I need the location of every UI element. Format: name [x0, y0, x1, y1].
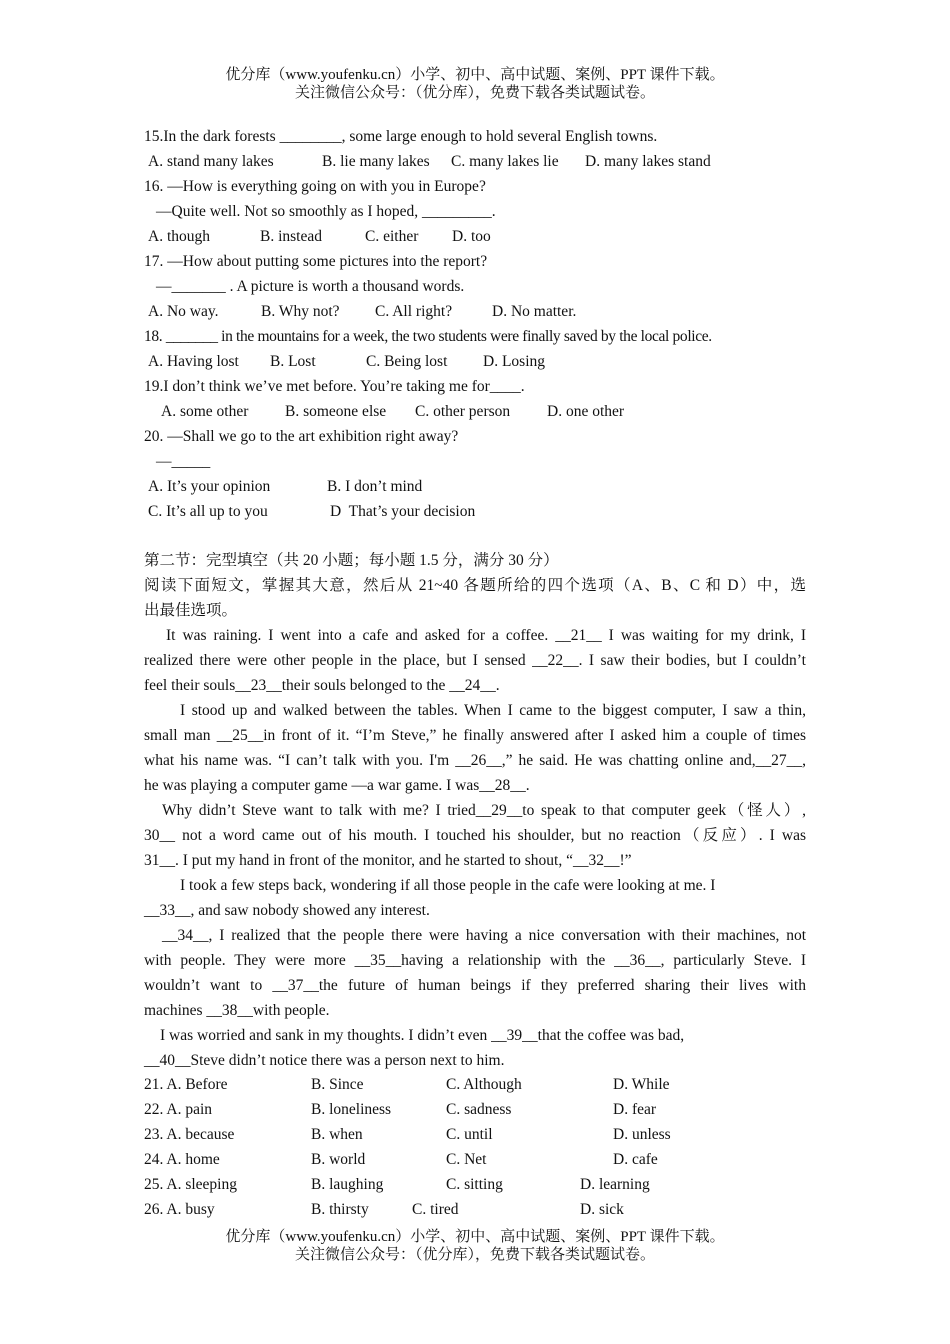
question-16-option-c: C. either	[365, 228, 419, 245]
section-2-instructions-line-2: 出最佳选项。	[144, 602, 238, 619]
answer-24-option-a: 24. A. home	[144, 1151, 220, 1168]
question-18-option-c: C. Being lost	[366, 353, 448, 370]
footer-line-2: 关注微信公众号：（优分库），免费下载各类试题试卷。	[294, 1247, 655, 1263]
answer-23-option-a: 23. A. because	[144, 1126, 235, 1143]
question-16-option-d: D. too	[452, 228, 491, 245]
question-15-stem: 15.In the dark forests ________, some large enough to hold several English towns.	[144, 128, 658, 145]
answer-22-option-b: B. loneliness	[311, 1101, 392, 1118]
page-header	[0, 66, 950, 102]
passage-line-17: I was worried and sank in my thoughts. I didn’t even __39__that the coffee was bad,	[160, 1027, 685, 1044]
passage-line-18: __40__Steve didn’t notice there was a person next to him.	[144, 1052, 505, 1069]
passage-line-1: It was raining. I went into a cafe and asked for a coffee. __21__ I was waiting for my drink, I	[166, 627, 806, 644]
answer-25-option-a: 25. A. sleeping	[144, 1176, 237, 1193]
header-line-1: 优分库（www.youfenku.cn）小学、初中、高中试题、案例、PPT 课件下载。	[225, 67, 725, 83]
passage-line-14: with people. They were more __35__having a relationship with the __36__, particularly Steve. I	[144, 952, 806, 969]
answer-23-option-b: B. when	[311, 1126, 363, 1143]
question-16-option-b: B. instead	[260, 228, 322, 245]
question-18-option-b: B. Lost	[270, 353, 316, 370]
question-15-option-c: C. many lakes lie	[451, 153, 559, 170]
answer-22-option-c: C. sadness	[446, 1101, 512, 1118]
question-17-option-b: B. Why not?	[261, 303, 340, 320]
page-footer	[0, 1228, 950, 1264]
question-20-reply: —_____	[156, 453, 211, 470]
answer-23-option-d: D. unless	[613, 1126, 671, 1143]
passage-line-2: realized there were other people in the place, but I sensed __22__. I saw their bodies, but I couldn’t	[144, 652, 806, 669]
answer-24-option-d: D. cafe	[613, 1151, 658, 1168]
answer-24-option-c: C. Net	[446, 1151, 487, 1168]
question-15-option-d: D. many lakes stand	[585, 153, 711, 170]
answer-23-option-c: C. until	[446, 1126, 493, 1143]
question-17-option-a: A. No way.	[148, 303, 219, 320]
question-20-option-b: B. I don’t mind	[327, 478, 423, 495]
answer-26-option-d: D. sick	[580, 1201, 624, 1218]
question-19-option-c: C. other person	[415, 403, 511, 420]
passage-line-15: wouldn’t want to __37__the future of human beings if they preferred sharing their lives with	[144, 977, 806, 994]
answer-21-option-d: D. While	[613, 1076, 670, 1093]
passage-line-10: 31__. I put my hand in front of the monitor, and he started to shout, “__32__!”	[144, 852, 632, 869]
answer-22-option-a: 22. A. pain	[144, 1101, 213, 1118]
passage-line-9: 30__ not a word came out of his mouth. I touched his shoulder, but no reaction（反应）. I was	[144, 827, 806, 844]
passage-line-13: __34__, I realized that the people there were having a nice conversation with their machines, not	[162, 927, 806, 944]
question-16-stem: 16. —How is everything going on with you in Europe?	[144, 178, 486, 195]
passage-line-4: I stood up and walked between the tables. When I came to the biggest computer, I saw a thin,	[180, 702, 806, 719]
passage-line-3: feel their souls__23__their souls belonged to the __24__.	[144, 677, 500, 694]
question-18-stem: 18. _______ in the mountains for a week, the two students were finally saved by the local police.	[144, 328, 712, 345]
question-15-option-b: B. lie many lakes	[322, 153, 430, 170]
question-16-reply: —Quite well. Not so smoothly as I hoped, _________.	[156, 203, 496, 220]
question-16-option-a: A. though	[148, 228, 210, 245]
question-17-reply: —_______ . A picture is worth a thousand words.	[156, 278, 465, 295]
question-17-option-c: C. All right?	[375, 303, 453, 320]
answer-22-option-d: D. fear	[613, 1101, 657, 1118]
answer-25-option-b: B. laughing	[311, 1176, 384, 1193]
header-line-2: 关注微信公众号：（优分库），免费下载各类试题试卷。	[294, 85, 655, 101]
question-15-option-a: A. stand many lakes	[148, 153, 274, 170]
question-19-stem: 19.I don’t think we’ve met before. You’re taking me for____.	[144, 378, 525, 395]
answer-21-option-b: B. Since	[311, 1076, 364, 1093]
question-20-option-d: D That’s your decision	[330, 503, 476, 520]
passage-line-7: he was playing a computer game —a war game. I was__28__.	[144, 777, 530, 794]
passage-line-6: what his name was. “I can’t talk with you. I'm __26__,” he said. He was chatting online and,__27__,	[144, 752, 806, 769]
question-20-option-a: A. It’s your opinion	[148, 478, 271, 495]
answer-21-option-a: 21. A. Before	[144, 1076, 228, 1093]
question-18-option-a: A. Having lost	[148, 353, 239, 370]
answer-26-option-a: 26. A. busy	[144, 1201, 215, 1218]
question-17-option-d: D. No matter.	[492, 303, 577, 320]
footer-line-1: 优分库（www.youfenku.cn）小学、初中、高中试题、案例、PPT 课件下载。	[225, 1229, 725, 1245]
question-17-stem: 17. —How about putting some pictures into the report?	[144, 253, 488, 270]
passage-line-11: I took a few steps back, wondering if all those people in the cafe were looking at me. I	[180, 877, 716, 894]
passage-line-12: __33__, and saw nobody showed any interest.	[144, 902, 430, 919]
passage-line-8: Why didn’t Steve want to talk with me? I tried__29__to speak to that computer geek（怪人）,	[162, 802, 806, 819]
answer-25-option-d: D. learning	[580, 1176, 650, 1193]
question-19-option-d: D. one other	[547, 403, 625, 420]
answer-21-option-c: C. Although	[446, 1076, 522, 1093]
question-18-option-d: D. Losing	[483, 353, 545, 370]
section-2-instructions-line-1: 阅读下面短文，掌握其大意，然后从 21~40 各题所给的四个选项（A、B、C 和 D）中，选	[144, 577, 806, 594]
answer-26-option-c: C. tired	[412, 1201, 459, 1218]
question-19-option-a: A. some other	[161, 403, 249, 420]
passage-line-16: machines __38__with people.	[144, 1002, 330, 1019]
answer-24-option-b: B. world	[311, 1151, 366, 1168]
question-20-option-c: C. It’s all up to you	[148, 503, 268, 520]
section-2-title: 第二节：完型填空（共 20 小题；每小题 1.5 分，满分 30 分）	[144, 552, 559, 569]
answer-26-option-b: B. thirsty	[311, 1201, 369, 1218]
question-19-option-b: B. someone else	[285, 403, 387, 420]
answer-25-option-c: C. sitting	[446, 1176, 503, 1193]
passage-line-5: small man __25__in front of it. “I’m Steve,” he finally answered after I asked him a couple of times	[144, 727, 806, 744]
question-20-stem: 20. —Shall we go to the art exhibition right away?	[144, 428, 459, 445]
